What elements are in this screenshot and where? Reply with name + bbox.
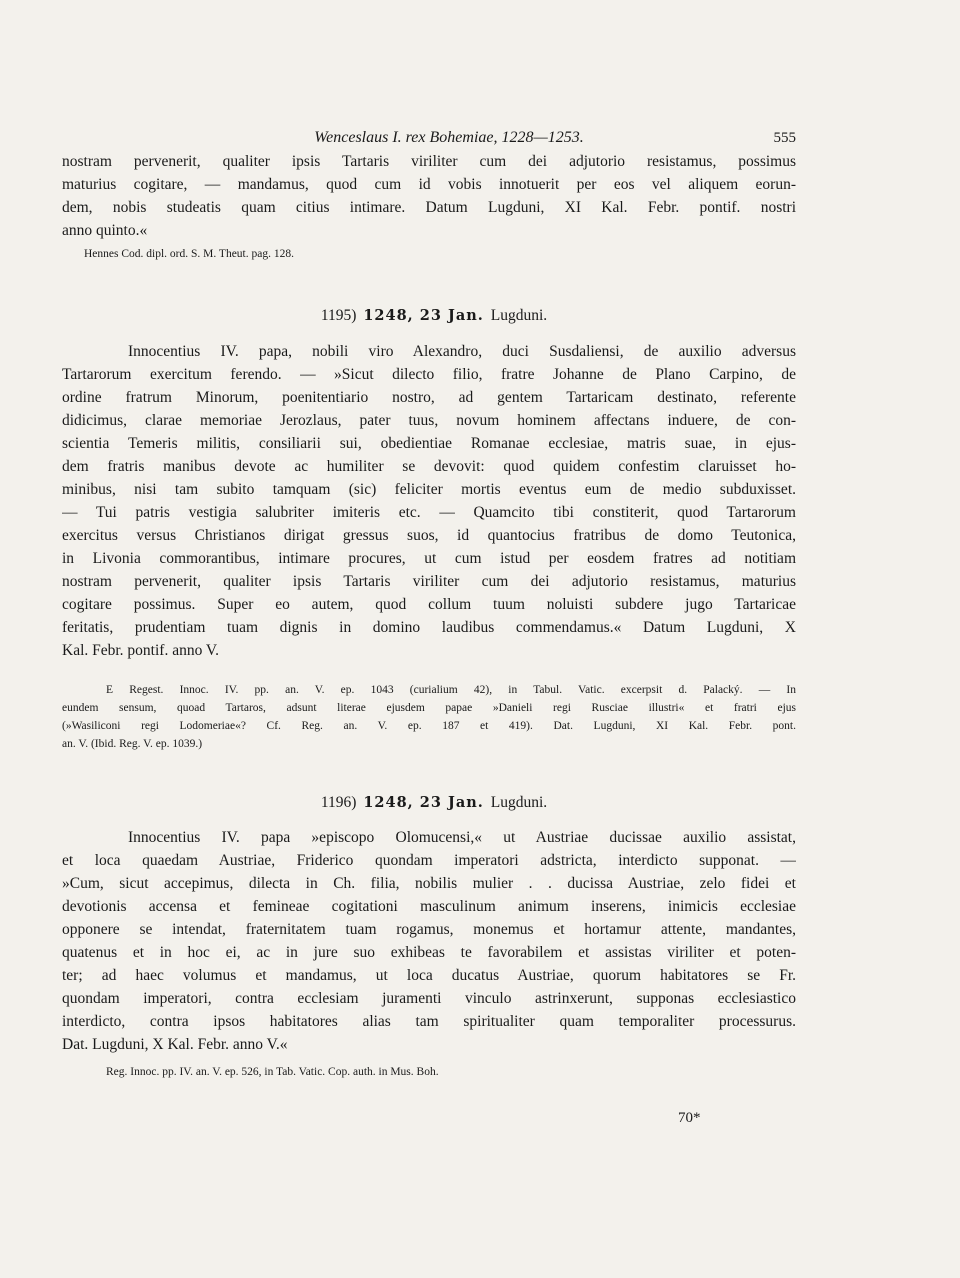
text-line: cogitare possimus. Super eo autem, quod collum tuum noluisti subdere jugo Tartaricae: [62, 596, 796, 613]
page-number: 555: [773, 130, 796, 146]
source-note: Hennes Cod. dipl. ord. S. M. Theut. pag. 128.: [84, 248, 294, 260]
entry-notes-1195: [62, 681, 796, 753]
text-line: Innocentius IV. papa »episcopo Olomucensi,« ut Austriae ducissae auxilio assistat,: [128, 829, 796, 846]
text-line: — Tui patris vestigia salubriter imiteris etc. — Quamcito tibi constiterit, quod Tartarorum: [62, 504, 796, 521]
entry-place: Lugduni.: [490, 794, 548, 811]
continuation-text: [62, 150, 796, 242]
text-line: minibus, nisi tam subito tamquam (sic) feliciter mortis eventus eum de medio subduxisset.: [62, 481, 796, 498]
entry-place: Lugduni.: [490, 307, 548, 324]
text-line: et loca quaedam Austriae, Friderico quondam imperatori adstricta, interdicto supponat. —: [62, 852, 796, 869]
text-line: Innocentius IV. papa, nobili viro Alexandro, duci Susdaliensi, de auxilio adversus: [128, 343, 796, 360]
text-line: Tartarorum exercitum ferendo. — »Sicut dilecto filio, fratre Johanne de Plano Carpino, de: [62, 366, 796, 383]
entry-date: 1248, 23 Jan.: [363, 307, 484, 324]
text-line: Kal. Febr. pontif. anno V.: [62, 642, 220, 659]
entry-heading-1196: [62, 791, 796, 815]
text-line: opponere se intendat, fraternitatem tuam rogamus, monemus et hortamur attente, mandantes,: [62, 921, 796, 938]
text-line: »Cum, sicut accepimus, dilecta in Ch. filia, nobilis mulier . . ducissa Austriae, zelo fidei et: [62, 875, 796, 892]
text-line: ter; ad haec volumus et mandamus, ut loca ducatus Austriae, quorum habitatores se Fr.: [62, 967, 796, 984]
text-line: didicimus, clarae memoriae Jerozlaus, pater tuus, novum hominem affectans induere, de con-: [62, 412, 796, 429]
source-note: Reg. Innoc. pp. IV. an. V. ep. 526, in Tab. Vatic. Cop. auth. in Mus. Boh.: [106, 1066, 439, 1078]
text-line: feritatis, prudentiam tuam dignis in domino laudibus commendamus.« Datum Lugduni, X: [62, 619, 796, 636]
note-line: (»Wasiliconi regi Lodomeriae«? Cf. Reg. an. V. ep. 187 et 419). Dat. Lugduni, XI Kal. Febr. pont.: [62, 720, 796, 732]
note-line: eundem sensum, quoad Tartaros, adsunt literae ejusdem papae »Danieli regi Rusciae illustri« et fratri ejus: [62, 702, 796, 714]
text-line: interdicto, contra ipsos habitatores alias tam spiritualiter quam temporaliter processurus.: [62, 1013, 796, 1030]
text-line: nostram pervenerit, qualiter ipsis Tartaris viriliter cum dei adjutorio resistamus, possimus: [62, 153, 796, 170]
text-line: ordine fratrum Minorum, poenitentiario nostro, ad gentem Tartaricam destinato, referente: [62, 389, 796, 406]
text-line: in Livonia commorantibus, intimare procures, ut cum istud per eosdem fratres ad notitiam: [62, 550, 796, 567]
entry-number: 1196): [320, 794, 357, 811]
text-line: scientia Temeris militis, consiliarii sui, obedientiae Romanae ecclesiae, matris suae, in ejus-: [62, 435, 796, 452]
entry-number: 1195): [320, 307, 357, 324]
text-line: devotionis accensa et femineae cogitationi masculinum animum inserens, inimicis ecclesiae: [62, 898, 796, 915]
entry-body-1196: [62, 826, 796, 1056]
text-line: nostram pervenerit, qualiter ipsis Tartaris viriliter cum dei adjutorio resistamus, maturius: [62, 573, 796, 590]
page-header: [62, 126, 796, 150]
signature-mark: 70*: [678, 1110, 701, 1126]
entry-source-1196: [62, 1063, 796, 1081]
text-line: Dat. Lugduni, X Kal. Febr. anno V.«: [62, 1036, 288, 1053]
text-line: exercitus versus Christianos dirigat gressus suos, id quantocius fratribus de domo Teutonica,: [62, 527, 796, 544]
running-head: Wenceslaus I. rex Bohemiae, 1228—1253.: [314, 129, 584, 146]
entry-date: 1248, 23 Jan.: [363, 794, 484, 811]
entry-heading-1195: [62, 304, 796, 328]
note-line: E Regest. Innoc. IV. pp. an. V. ep. 1043 (curialium 42), in Tabul. Vatic. excerpsit d. Palacký. — In: [106, 684, 796, 696]
text-line: maturius cogitare, — mandamus, quod cum id vobis innotuerit per eos vel aliquem eorun-: [62, 176, 796, 193]
text-line: dem fratris manibus devote ac humiliter se devovit: quod quidem confestim claruisset ho-: [62, 458, 796, 475]
text-line: quatenus et in hoc ei, ac in jure suo exhibeas te favorabilem et assistas viriliter et poten-: [62, 944, 796, 961]
entry-body-1195: [62, 340, 796, 662]
text-line: quondam imperatori, contra ecclesiam juramenti vinculo astrinxerunt, supponas ecclesiastico: [62, 990, 796, 1007]
continuation-source: [62, 245, 796, 263]
text-line: anno quinto.«: [62, 222, 148, 239]
text-line: dem, nobis studeatis quam citius intimare. Datum Lugduni, XI Kal. Febr. pontif. nostri: [62, 199, 796, 216]
note-line: an. V. (Ibid. Reg. V. ep. 1039.): [62, 738, 203, 750]
